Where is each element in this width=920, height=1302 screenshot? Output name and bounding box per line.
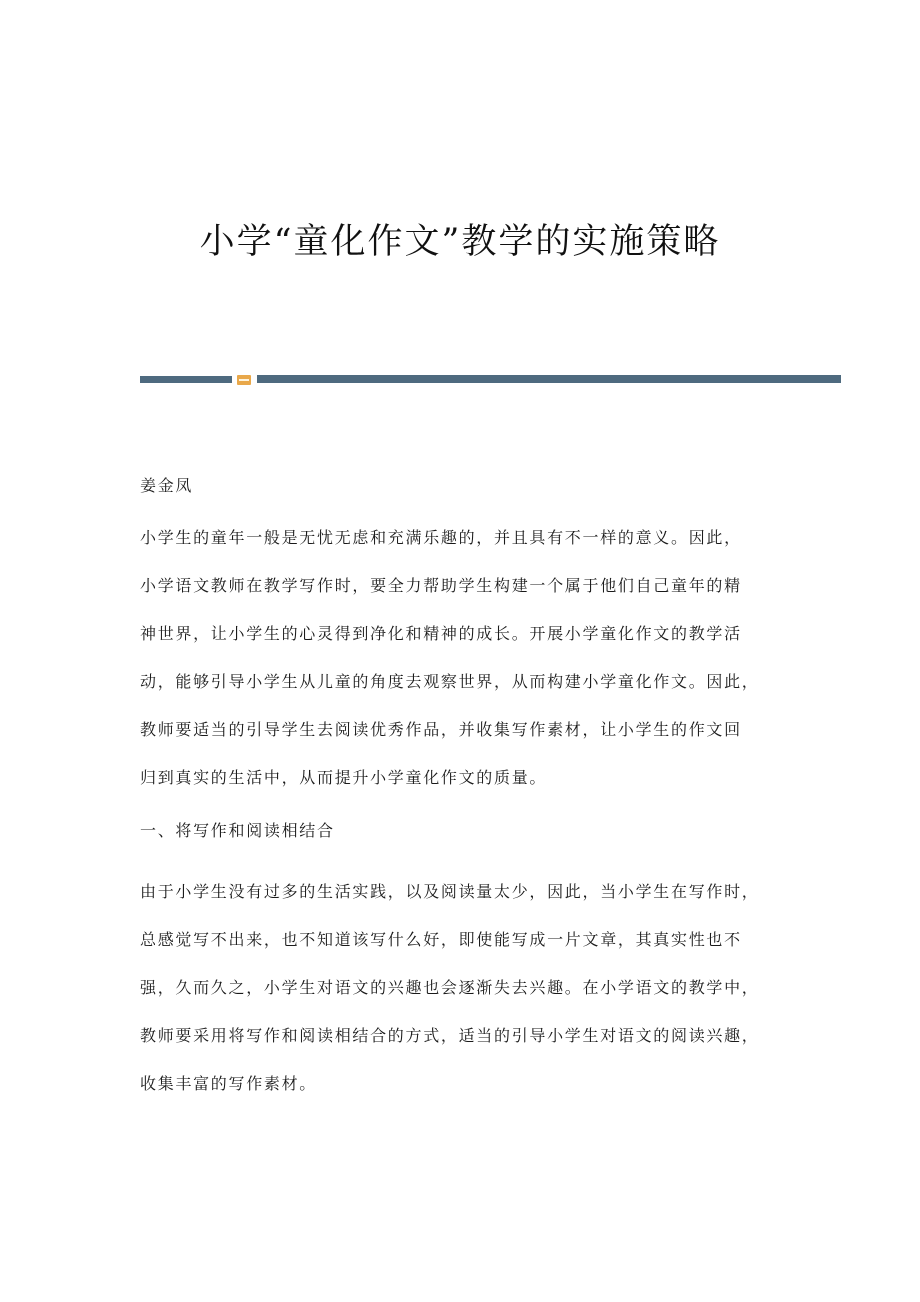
section-heading: 一、将写作和阅读相结合 [140,821,335,840]
paragraph-line: 教师要适当的引导学生去阅读优秀作品，并收集写作素材，让小学生的作文回 [140,720,742,739]
paragraph-section1 [140,876,790,1116]
paragraph-line: 归到真实的生活中，从而提升小学童化作文的质量。 [140,768,548,787]
paragraph-line: 小学语文教师在教学写作时，要全力帮助学生构建一个属于他们自己童年的精 [140,576,742,595]
paragraph-line: 教师要采用将写作和阅读相结合的方式，适当的引导小学生对语文的阅读兴趣， [140,1026,760,1045]
paragraph-line: 动，能够引导小学生从儿童的角度去观察世界，从而构建小学童化作文。因此， [140,672,760,691]
paragraph-line: 强，久而久之，小学生对语文的兴趣也会逐渐失去兴趣。在小学语文的教学中， [140,978,760,997]
divider-ornament-icon [237,375,251,385]
document-title: 小学“童化作文”教学的实施策略 [199,222,721,262]
paragraph-line: 总感觉写不出来，也不知道该写什么好，即使能写成一片文章，其真实性也不 [140,930,742,949]
paragraph-line: 神世界，让小学生的心灵得到净化和精神的成长。开展小学童化作文的教学活 [140,624,742,643]
paragraph-line: 由于小学生没有过多的生活实践，以及阅读量太少，因此，当小学生在写作时， [140,882,760,901]
divider-left-segment [140,376,232,383]
divider-right-segment [257,375,841,383]
paragraph-line: 收集丰富的写作素材。 [140,1074,318,1093]
paragraph-line: 小学生的童年一般是无忧无虑和充满乐趣的，并且具有不一样的意义。因此， [140,528,742,547]
author-name: 姜金凤 [140,476,194,495]
paragraph-intro [140,522,790,810]
title-divider [140,375,841,385]
